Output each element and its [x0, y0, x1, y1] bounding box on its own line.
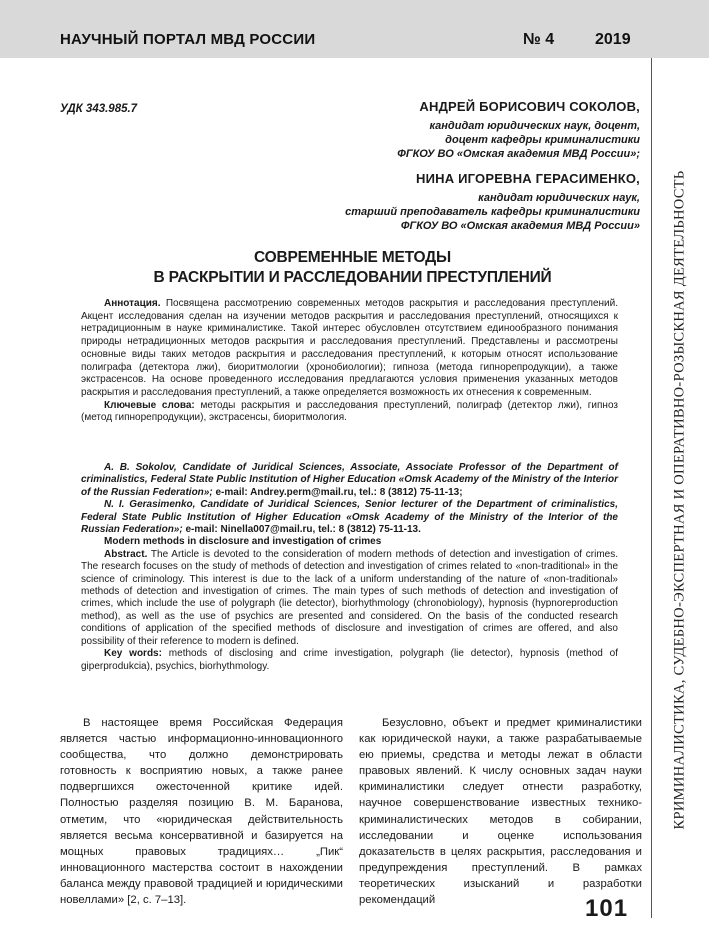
- annotation-paragraph: [81, 298, 618, 400]
- english-author-2-contacts: e-mail: Ninella007@mail.ru, tel.: 8 (3812) 75-11-13.: [185, 524, 421, 536]
- journal-title: НАУЧНЫЙ ПОРТАЛ МВД РОССИИ: [60, 31, 316, 48]
- page-number: 101: [585, 895, 629, 922]
- author-name: НИНА ИГОРЕВНА ГЕРАСИМЕНКО,: [415, 171, 640, 186]
- body-paragraph: В настоящее время Российская Федерация является частью информационно-инновационного сообщества, что должно демонстрировать готовность к восприятию новых, а также ранее подвергшихся ожесточенной критике идей. Полностью разделяя позицию В. М. Баранова, отметим, что «юридическая действительность является весьма консервативной и базируется на мощных правовых традициях… „Пик“ инновационного мастерства состоит в нахождении баланса между правовой традицией и юридическими новеллами» [2, с. 7–13].: [60, 717, 343, 907]
- author-block-1: [397, 99, 640, 161]
- issue-year: 2019: [595, 31, 631, 48]
- annotation-label: Аннотация.: [104, 298, 161, 309]
- author-affiliation-line: кандидат юридических наук,: [478, 192, 640, 204]
- english-keywords-text: methods of disclosing and crime investigation, polygraph (lie detector), hypnosis (method of giperprodukcia), psychics, biorhythmology.: [81, 648, 619, 672]
- english-author-1-contacts: e-mail: Andrey.perm@mail.ru, tel.: 8 (3812) 75-11-13;: [215, 486, 463, 498]
- article-title-line: СОВРЕМЕННЫЕ МЕТОДЫ: [254, 249, 451, 266]
- author-block-2: [345, 171, 640, 233]
- english-abstract-paragraph: [81, 549, 618, 648]
- english-author-2: [81, 499, 618, 536]
- body-column-left: [60, 715, 343, 908]
- author-affiliation-line: старший преподаватель кафедры криминалистики: [345, 206, 640, 218]
- author-affiliation-line: ФГКОУ ВО «Омская академия МВД России»: [400, 220, 640, 232]
- section-side-label: КРИМИНАЛИСТИКА, СУДЕБНО-ЭКСПЕРТНАЯ И ОПЕРАТИВНО-РОЗЫСКНАЯ ДЕЯТЕЛЬНОСТЬ: [671, 170, 688, 830]
- english-abstract-label: Abstract.: [104, 548, 148, 560]
- english-abstract-text: The Article is devoted to the consideration of modern methods of detection and investigation of crimes. The research focuses on the study of methods of detection and investigation of crimes related to «non-traditional» in the science of criminology. This interest is due to the lack of a uniform understanding of the nature of «non-traditional» methods of detection and investigation of crimes. The main types of such methods of detection and investigation of crimes, which include the use of polygraph (lie detector), biorhythmology (chronobiology), hypnosis (hypnoreproduction method), as well as the use of psychics are presented and considered. On the basis of the conducted research conditions of application of the specified methods of disclosure and investigation of crimes are offered, and also possibility of their reference to modern is defined.: [81, 548, 618, 647]
- body-column-right: [359, 715, 642, 908]
- keywords-text: методы раскрытия и расследования преступлений, полиграф (детектор лжи), гипноз (метод гипнорепродукции), экстрасенсы, биоритмология.: [81, 399, 618, 424]
- russian-abstract: [81, 298, 618, 425]
- side-divider: [651, 58, 652, 918]
- english-abstract: [81, 462, 618, 673]
- issue-number: № 4: [523, 31, 555, 48]
- english-author-1-info: A. B. Sokolov, Candidate of Juridical Sciences, Associate, Associate Professor of the Department of criminalistics, Federal State Public Institution of Higher Education «Omsk Academy of the Ministry of the Interior of the Russian Federation»;: [81, 462, 618, 498]
- author-affiliation-line: ФГКОУ ВО «Омская академия МВД России»;: [397, 148, 640, 160]
- english-keywords-label: Key words:: [104, 648, 162, 660]
- annotation-text: Посвящена рассмотрению современных методов раскрытия и расследования преступлений. Акцент исследования сделан на изучении методов раскрытия и расследования преступлений, относящихся к нетрадиционным в науке криминалистике. Такой интерес обусловлен отсутствием единообразного понимания природы нетрадиционных методов раскрытия и расследования преступлений. Представлены и рассмотрены основные виды таких методов раскрытия и расследования преступлений, к которым относят использование полиграфа (детектора лжи), биоритмологии (хронобиологии); гипноза (метода гипнорепродукции), а также экстрасенсов. На основе проведенного исследования предлагаются условия применения указанных методов раскрытия и расследования преступлений, а также определяется возможность их отнесения к современным.: [81, 298, 618, 398]
- body-paragraph: Безусловно, объект и предмет криминалистики как юридической науки, а также разрабатываемые ею приемы, средства и методы лежат в области правовых явлений. К числу основных задач науки криминалистики следует отнести разработку, научное совершенствование известных технико-криминалистических методов в собирании, исследовании и оценке использования доказательств в целях раскрытия, расследования и предупреждения преступлений. В рамках теоретических изысканий и разработки рекомендаций: [359, 717, 642, 907]
- english-keywords-paragraph: [81, 648, 618, 673]
- author-affiliation-line: доцент кафедры криминалистики: [445, 134, 640, 146]
- keywords-label: Ключевые слова:: [104, 399, 195, 411]
- author-affiliation-line: кандидат юридических наук, доцент,: [429, 120, 640, 132]
- english-author-2-info: N. I. Gerasimenko, Candidate of Juridical Sciences, Senior lecturer of the Department of criminalistics, Federal State Public Institution of Higher Education «Omsk Academy of the Ministry of the Interior of the Russian Federation»;: [81, 499, 618, 536]
- article-title-line: В РАСКРЫТИИ И РАССЛЕДОВАНИИ ПРЕСТУПЛЕНИЙ: [153, 269, 552, 286]
- keywords-paragraph: [81, 400, 618, 425]
- english-author-1: [81, 462, 618, 499]
- article-title: [100, 248, 605, 288]
- english-title: Modern methods in disclosure and investigation of crimes: [104, 536, 382, 548]
- udk-code: УДК 343.985.7: [60, 103, 138, 115]
- author-name: АНДРЕЙ БОРИСОВИЧ СОКОЛОВ,: [419, 99, 640, 114]
- journal-header: [0, 0, 709, 58]
